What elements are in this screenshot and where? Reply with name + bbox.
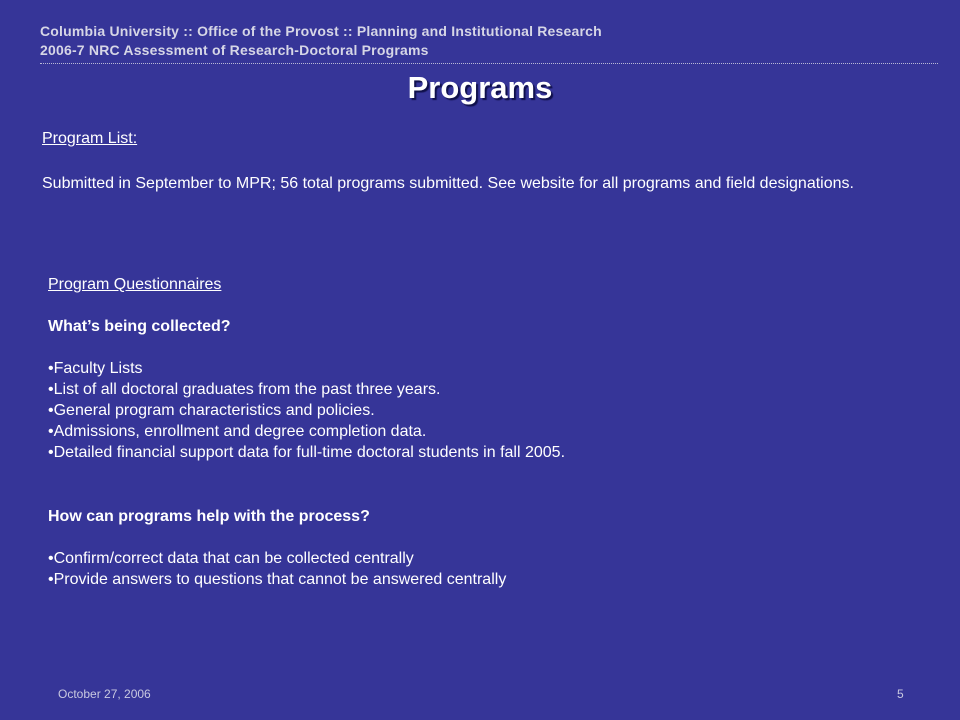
slide-title: Programs [407, 70, 553, 105]
program-list-text: Submitted in September to MPR; 56 total programs submitted. See website for all programs and field designations. [42, 175, 854, 192]
questionnaires-section [48, 274, 918, 590]
list-item: • Provide answers to questions that cannot be answered centrally [48, 569, 918, 590]
collected-list [48, 358, 918, 463]
page-number: 5 [897, 687, 904, 701]
list-item: • Detailed financial support data for full-time doctoral students in fall 2005. [48, 442, 918, 463]
question-help: How can programs help with the process? [48, 508, 370, 525]
header-divider [40, 63, 938, 64]
program-list-heading: Program List: [42, 130, 138, 147]
list-item: • Faculty Lists [48, 358, 918, 379]
questionnaires-heading: Program Questionnaires [48, 276, 222, 293]
list-item: • List of all doctoral graduates from the past three years. [48, 379, 918, 400]
list-item: • General program characteristics and policies. [48, 400, 918, 421]
question-collected: What’s being collected? [48, 318, 231, 335]
list-item: • Admissions, enrollment and degree completion data. [48, 421, 918, 442]
list-item: • Confirm/correct data that can be collected centrally [48, 548, 918, 569]
footer-date: October 27, 2006 [58, 687, 151, 701]
program-list-section [42, 128, 912, 195]
header-institution: Columbia University :: Office of the Provost :: Planning and Institutional Research [40, 23, 602, 39]
help-list [48, 548, 918, 590]
header-subtitle: 2006-7 NRC Assessment of Research-Doctoral Programs [40, 42, 429, 58]
